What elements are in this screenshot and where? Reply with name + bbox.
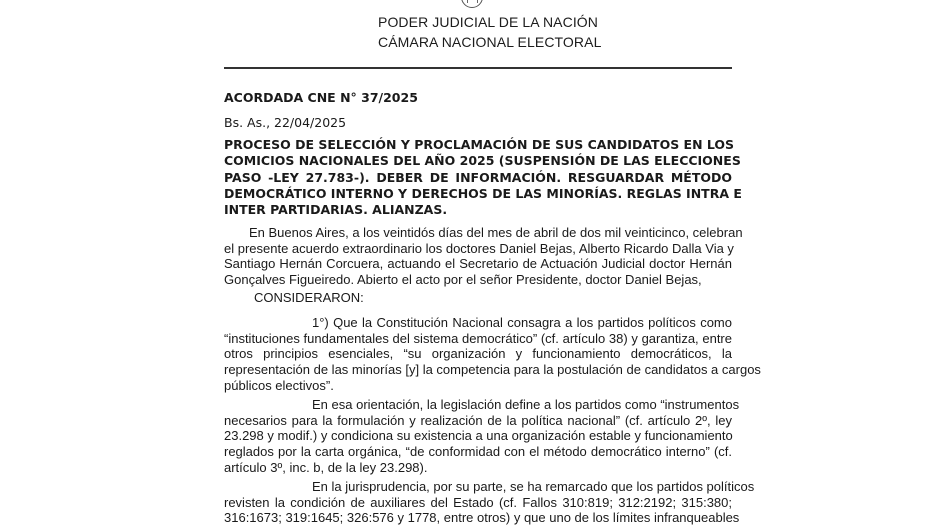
subject-line: PASO -LEY 27.783-). DEBER DE INFORMACIÓN. RESGUARDAR MÉTODO: [224, 169, 732, 185]
paragraph-line: públicos electivos”.: [224, 377, 334, 393]
paragraph-line: Gonçalves Figueiredo. Abierto el acto por el señor Presidente, doctor Daniel Bejas,: [224, 272, 702, 288]
document-subject: [224, 137, 742, 218]
paragraph-jurisprudence: [224, 479, 755, 526]
paragraph-line: artículo 3º, inc. b, de la ley 23.298).: [224, 459, 428, 475]
paragraph-line: En la jurisprudencia, por su parte, se ha remarcado que los partidos políticos: [312, 479, 755, 494]
letterhead: [378, 12, 601, 52]
paragraph-line: 316:1673; 319:1645; 326:576 y 1778, entre otros) y que uno de los límites infranqueables: [224, 510, 740, 526]
paragraph-line: reglados por la carta orgánica, “de conformidad con el método democrático interno” (cf.: [224, 444, 732, 460]
acordada-number: ACORDADA CNE N° 37/2025: [224, 90, 418, 105]
paragraph-line: 1°) Que la Constitución Nacional consagra a los partidos políticos como: [312, 315, 732, 330]
paragraph-line: necesarios para la formulación y realización de la política nacional” (cf. artículo 2º, ley: [224, 412, 732, 428]
subject-line: PROCESO DE SELECCIÓN Y PROCLAMACIÓN DE SUS CANDIDATOS EN LOS: [224, 137, 735, 152]
paragraph-line: representación de las minorías [y] la competencia para la postulación de candidatos a cargos: [224, 362, 761, 378]
paragraph-line: En esa orientación, la legislación define a los partidos como “instrumentos: [312, 397, 740, 412]
considerando-heading: CONSIDERARON:: [254, 290, 364, 305]
paragraph-line: En Buenos Aires, a los veintidós días del mes de abril de dos mil veinticinco, celebran: [249, 225, 743, 240]
paragraph-line: revisten la condición de auxiliares del Estado (cf. Fallos 310:819; 312:2192; 315:380;: [224, 494, 732, 510]
national-coat-of-arms-icon: [461, 0, 483, 8]
subject-line: INTER PARTIDARIAS. ALIANZAS.: [224, 202, 448, 218]
document-date: Bs. As., 22/04/2025: [224, 115, 347, 130]
letterhead-line-1: PODER JUDICIAL DE LA NACIÓN: [378, 14, 599, 30]
paragraph-line: otros principios esenciales, “su organización y funcionamiento democráticos, la: [224, 346, 732, 362]
paragraph-legislation: [224, 397, 740, 476]
paragraph-line: “instituciones fundamentales del sistema democrático” (cf. artículo 38) y garantiza, entre: [224, 330, 732, 346]
header-divider: [224, 67, 732, 69]
paragraph-line: 23.298 y modif.) y condiciona su existencia a una organización estable y funcionamiento: [224, 428, 733, 444]
subject-line: COMICIOS NACIONALES DEL AÑO 2025 (SUSPENSIÓN DE LAS ELECCIONES: [224, 153, 741, 169]
letterhead-line-2: CÁMARA NACIONAL ELECTORAL: [378, 34, 602, 50]
subject-line: DEMOCRÁTICO INTERNO Y DERECHOS DE LAS MINORÍAS. REGLAS INTRA E: [224, 185, 742, 201]
paragraph-opening: [224, 225, 743, 288]
paragraph-considerando-1: [224, 315, 761, 394]
paragraph-line: Santiago Hernán Corcuera, actuando el Secretario de Actuación Judicial doctor Hernán: [224, 256, 732, 272]
paragraph-line: el presente acuerdo extraordinario los doctores Daniel Bejas, Alberto Ricardo Dalla Via y: [224, 240, 734, 256]
